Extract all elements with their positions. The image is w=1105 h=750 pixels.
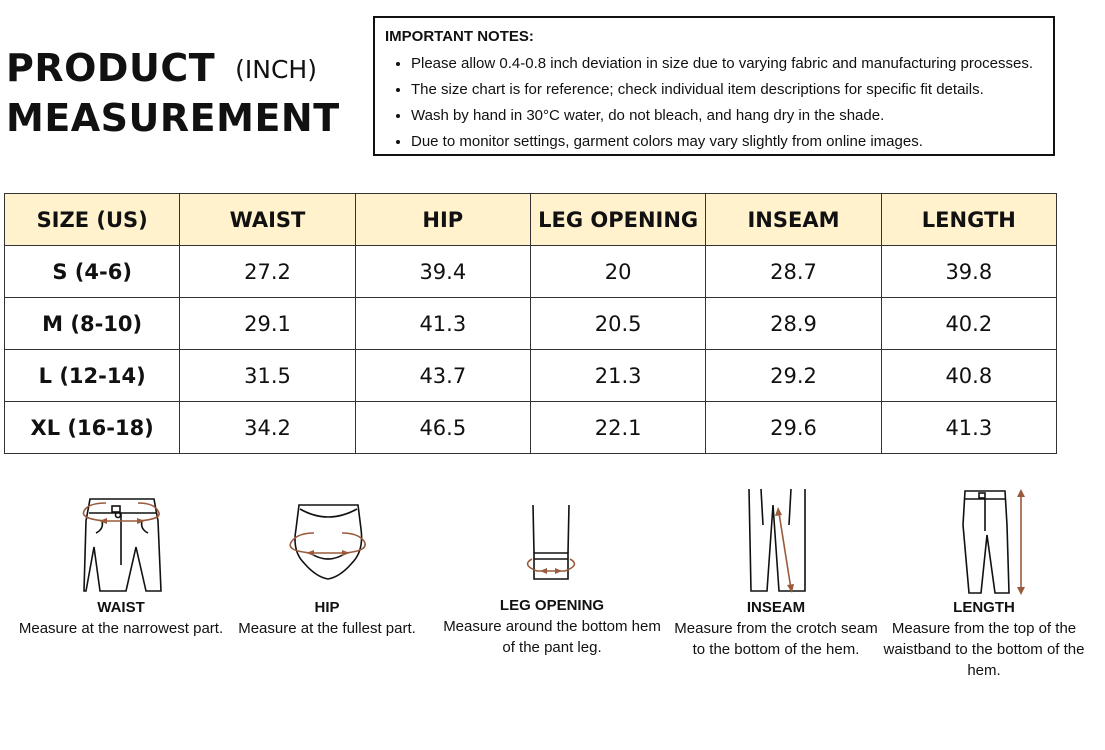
unit-label: (INCH) [235, 55, 317, 84]
table-cell: 29.6 [706, 402, 881, 454]
size-cell: M (8-10) [5, 298, 180, 350]
table-cell: 39.8 [881, 246, 1056, 298]
length-measure-icon [929, 485, 1039, 597]
table-cell: 40.8 [881, 350, 1056, 402]
note-item: • Wash by hand in 30°C water, do not bleach, and hang dry in the shade. [411, 103, 1043, 129]
table-cell: 41.3 [355, 298, 530, 350]
table-cell: 28.7 [706, 246, 881, 298]
guide-description: Measure at the narrowest part. [18, 620, 224, 637]
table-cell: 21.3 [530, 350, 705, 402]
guide-title: LEG OPENING [499, 597, 605, 614]
table-cell: 28.9 [706, 298, 881, 350]
waist-measure-icon [66, 485, 176, 597]
table-row [5, 350, 1057, 402]
page-title [6, 44, 340, 142]
table-cell: 27.2 [180, 246, 355, 298]
guide-hip [217, 485, 437, 639]
guide-description: Measure from the top of the waistband to the bottom of the hem. [883, 620, 1085, 679]
table-cell: 40.2 [881, 298, 1056, 350]
guide-inseam [666, 485, 886, 660]
guide-title: HIP [314, 599, 340, 616]
inseam-measure-icon [721, 485, 831, 597]
guide-leg-opening [442, 495, 662, 658]
table-row [5, 402, 1057, 454]
table-cell: 29.2 [706, 350, 881, 402]
column-header: SIZE (US) [5, 194, 180, 246]
column-header: WAIST [180, 194, 355, 246]
table-row [5, 246, 1057, 298]
important-notes-box [373, 16, 1055, 156]
note-item: • Please allow 0.4-0.8 inch deviation in size due to varying fabric and manufacturing processes. [411, 51, 1043, 77]
size-cell: S (4-6) [5, 246, 180, 298]
hip-measure-icon [272, 485, 382, 597]
table-cell: 34.2 [180, 402, 355, 454]
size-cell: L (12-14) [5, 350, 180, 402]
column-header: INSEAM [706, 194, 881, 246]
guide-title: INSEAM [746, 599, 806, 616]
column-header: HIP [355, 194, 530, 246]
guide-title: LENGTH [953, 599, 1015, 616]
table-row [5, 298, 1057, 350]
guide-length [874, 485, 1094, 681]
table-cell: 20.5 [530, 298, 705, 350]
size-cell: XL (16-18) [5, 402, 180, 454]
title-line-2: MEASUREMENT [6, 96, 340, 140]
table-cell: 41.3 [881, 402, 1056, 454]
guide-description: Measure around the bottom hem of the pant leg. [443, 618, 661, 656]
column-header: LENGTH [881, 194, 1056, 246]
guide-description: Measure from the crotch seam to the bottom of the hem. [674, 620, 878, 658]
note-item: • The size chart is for reference; check individual item descriptions for specific fit details. [411, 77, 1043, 103]
table-cell: 20 [530, 246, 705, 298]
table-cell: 46.5 [355, 402, 530, 454]
table-cell: 43.7 [355, 350, 530, 402]
notes-list [385, 51, 1043, 155]
notes-heading: IMPORTANT NOTES: [385, 28, 534, 45]
guide-description: Measure at the fullest part. [238, 620, 416, 637]
column-header: LEG OPENING [530, 194, 705, 246]
table-cell: 29.1 [180, 298, 355, 350]
table-header-row [5, 194, 1057, 246]
table-cell: 39.4 [355, 246, 530, 298]
table-cell: 31.5 [180, 350, 355, 402]
note-item: • Due to monitor settings, garment colors may vary slightly from online images. [411, 129, 1043, 155]
title-line-1: PRODUCT [6, 46, 216, 90]
guide-waist [11, 485, 231, 639]
size-chart-table [4, 193, 1057, 454]
table-cell: 22.1 [530, 402, 705, 454]
guide-title: WAIST [97, 599, 145, 616]
leg-opening-measure-icon [497, 495, 607, 595]
